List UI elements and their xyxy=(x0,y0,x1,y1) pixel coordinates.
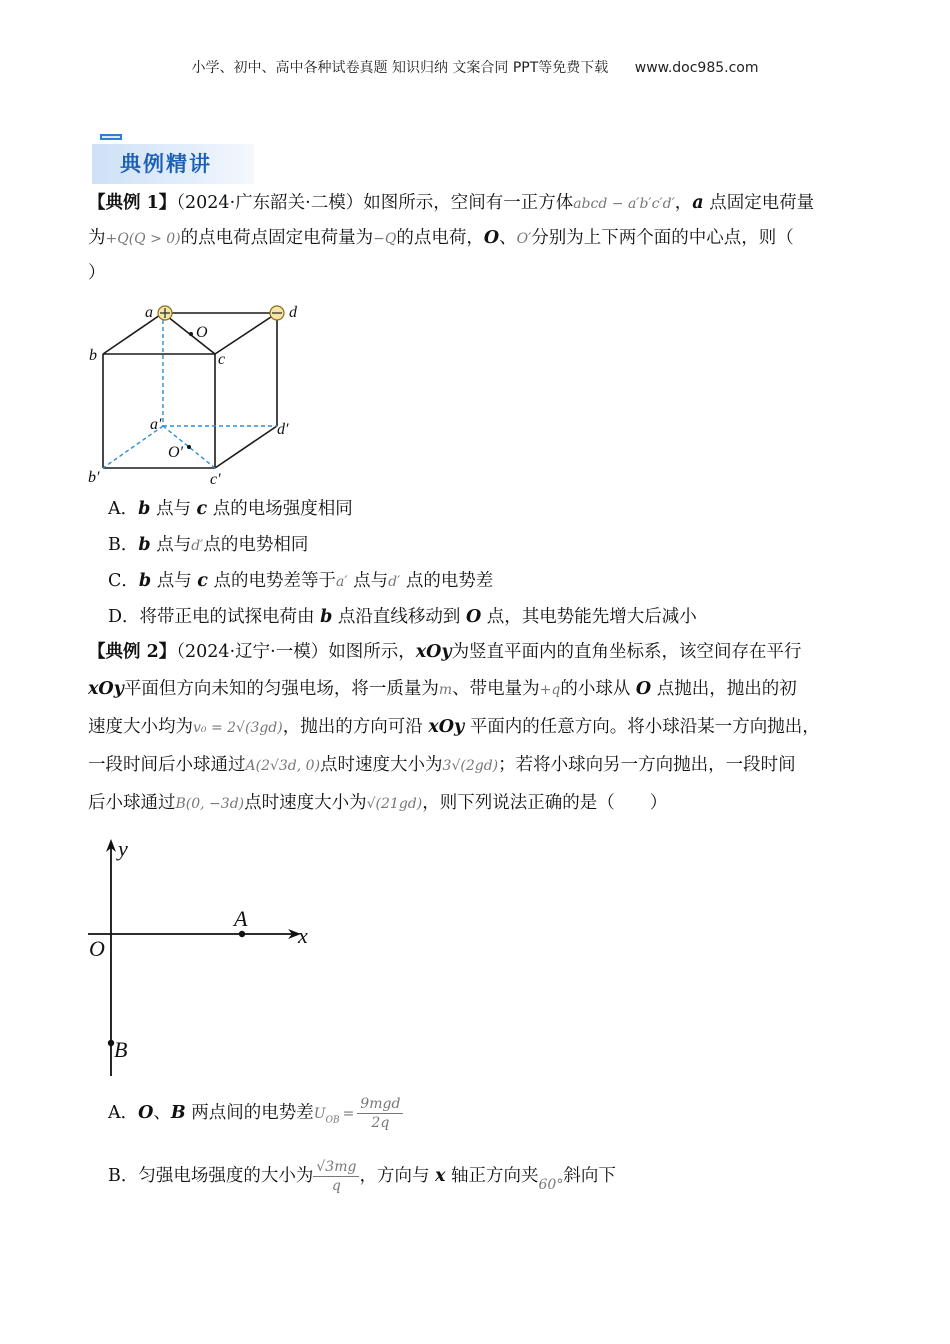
va-expr: 3√(2gd) xyxy=(442,758,499,774)
v0-expr: v₀ = 2√(3gd) xyxy=(193,720,283,736)
ex1-option-d[interactable]: D．将带正电的试探电荷由 b 点沿直线移动到 O 点，其电势能先增大后减小 xyxy=(108,607,697,627)
point-b-expr: B(0, −3d) xyxy=(175,796,245,812)
ex2-line-5: 后小球通过B(0, −3d)点时速度大小为√(21gd)，则下列说法正确的是（ ） xyxy=(88,793,668,813)
ex2-line-4: 一段时间后小球通过A(2√3d, 0)点时速度大小为3√(2gd)；若将小球向另一方向抛出，一段时间 xyxy=(88,755,796,775)
example-1-text xyxy=(88,186,868,290)
label-a-point: A xyxy=(234,906,248,931)
fraction-uob: 9mgd 2q xyxy=(357,1095,403,1132)
fraction-e: $\frac{√3mg}{q}$ xyxy=(313,1158,359,1195)
label-d: d xyxy=(289,304,297,321)
label-a-prime: a′ xyxy=(150,416,162,433)
ex1-line-2: 为+Q(Q > 0)的点电荷点固定电荷量为−Q的点电荷，O、O′分别为上下两个面的中心点，则（ xyxy=(88,228,794,248)
center-point-o xyxy=(189,332,193,336)
label-b: b xyxy=(89,347,97,364)
vb-expr: √(21gd) xyxy=(366,796,423,812)
cube-figure xyxy=(84,298,314,488)
page-header xyxy=(0,57,950,77)
coordinate-figure xyxy=(84,836,324,1081)
banner-title: 典例精讲 xyxy=(120,152,212,176)
ex1-option-c[interactable]: C．b 点与 c 点的电势差等于a′ 点与d′ 点的电势差 xyxy=(108,571,494,591)
label-o-prime: O′ xyxy=(168,444,184,461)
label-o: O xyxy=(196,324,208,341)
banner-tab-icon xyxy=(100,134,122,140)
plus-q-expr: +Q(Q > 0) xyxy=(105,231,181,247)
ex1-line-1: 【典例 1】（2024·广东韶关·二模）如图所示，空间有一正方体abcd − a′b′c′d′，a 点固定电荷量 xyxy=(88,193,815,213)
ex1-option-b[interactable]: B．b 点与d′点的电势相同 xyxy=(108,535,309,555)
section-banner xyxy=(92,134,254,184)
point-a xyxy=(239,931,245,937)
example-2-text xyxy=(88,634,868,823)
ex2-tag: 【典例 2】 xyxy=(88,642,177,662)
label-b-prime: b′ xyxy=(88,469,100,486)
ex2-option-b[interactable]: B．匀强电场强度的大小为 $\frac{√3mg}{q}$ ，方向与 x 轴正方向夹$_{60^\circ}$斜向下 xyxy=(108,1159,616,1194)
label-a: a xyxy=(145,304,153,321)
ex1-option-a[interactable]: A．b 点与 c 点的电场强度相同 xyxy=(108,499,353,519)
label-d-prime: d′ xyxy=(277,421,289,438)
label-c-prime: c′ xyxy=(210,471,221,488)
minus-q-expr: −Q xyxy=(373,231,397,247)
ex1-tag: 【典例 1】 xyxy=(88,193,177,213)
label-origin: O xyxy=(89,936,105,961)
label-b-point: B xyxy=(114,1037,128,1062)
ex2-line-2: xOy平面但方向未知的匀强电场，将一质量为m、带电量为+q的小球从 O 点抛出，抛出的初 xyxy=(88,679,797,699)
cube-name: abcd − a′b′c′d′ xyxy=(573,196,675,212)
label-c: c xyxy=(218,351,226,368)
label-y: y xyxy=(118,836,128,861)
ex2-line-1: 【典例 2】（2024·辽宁·一模）如图所示，xOy为竖直平面内的直角坐标系，该空间存在平行 xyxy=(88,642,802,662)
point-a-expr: A(2√3d, 0) xyxy=(245,758,321,774)
header-text: 小学、初中、高中各种试卷真题 知识归纳 文案合同 PPT等免费下载 xyxy=(191,60,609,76)
ex2-option-a[interactable]: A．O、B 两点间的电势差$U_{OB}$ = 9mgd 2q xyxy=(108,1093,403,1137)
header-url[interactable]: www.doc985.com xyxy=(634,60,759,76)
label-x: x xyxy=(298,923,308,948)
ex1-line-3: ） xyxy=(88,263,106,283)
ex2-line-3: 速度大小均为v₀ = 2√(3gd)，抛出的方向可沿 xOy 平面内的任意方向。将小球沿某一方向抛出， xyxy=(88,717,820,737)
center-point-o-prime xyxy=(187,445,191,449)
